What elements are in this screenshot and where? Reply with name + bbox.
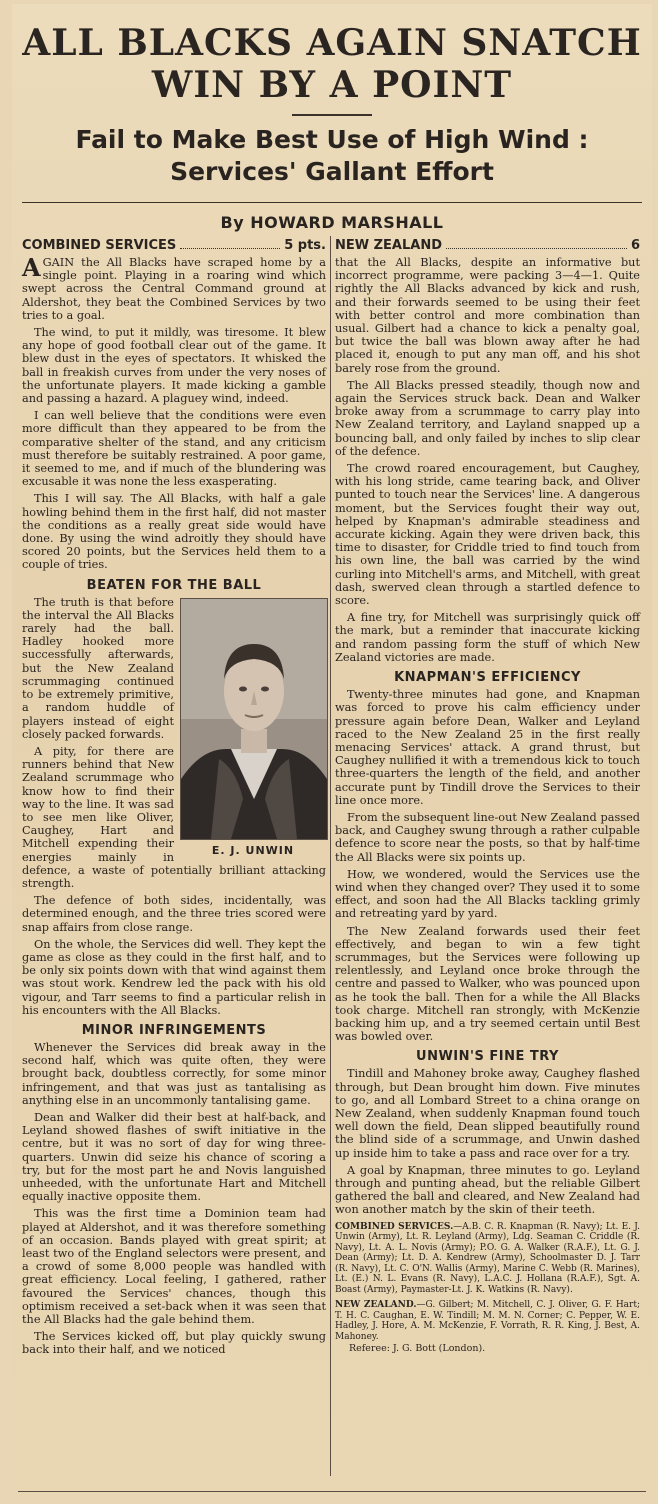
section-heading: BEATEN FOR THE BALL — [86, 577, 262, 593]
paragraph: This I will say. The All Blacks, with half a gale howling behind them in the first half, did not master the conditions as a really great side would have done. By using the wind adroitly they should have scored 20 points, but the Services held them to a couple of tries. — [22, 492, 326, 572]
section-heading: KNAPMAN'S EFFICIENCY — [394, 670, 581, 686]
byline: By HOWARD MARSHALL — [220, 213, 444, 232]
headline — [12, 22, 652, 106]
headline-line-1: ALL BLACKS AGAIN SNATCH — [22, 22, 642, 64]
headline-line-2: WIN BY A POINT — [151, 64, 513, 106]
right-column — [331, 236, 644, 1476]
subhead-divider — [22, 202, 642, 203]
team-list-services: COMBINED SERVICES.—A.B. C. R. Knapman (R. Navy); Lt. E. J. Unwin (Army), Lt. R. Leyland (Army), Ldg. Seaman C. Criddle (R. Navy), Lt. A. L. Novis (Army); P.O. G. A. Walker (R.A.F.), Lt. G. J. Dean (Army); Lt. D. A. Kendrew (Army), Schoolmaster D. J. Tarr (R. Navy), Lt. C. O'N. Wallis (Army), Marine C. Webb (R. Marines), Lt. (E.) N. L. Evans (R. Navy), L.A.C. J. Hollana (R.A.F.), Sgt. A. Boast (Army), Paymaster-Lt. J. K. Watkins (R. Navy). — [335, 1221, 640, 1295]
section-heading: UNWIN'S FINE TRY — [416, 1049, 559, 1065]
drop-cap: A — [22, 253, 41, 282]
paragraph: The New Zealand forwards used their feet effectively, and began to win a few tight scrummages, but the Services were following up relentlessly, and Leyland once broke through the centre and passed to Walker, who was pounced upon as he took the ball. Then for a while the All Blacks took charge. Mitchell ran strongly, with McKenzie backing him up, and a try seemed certain until Best was bowled over. — [335, 924, 640, 1044]
paragraph: A goal by Knapman, three minutes to go. Leyland through and punting ahead, but the reliable Gilbert gathered the ball and cleared, and New Zealand had won another match by the skin of their teeth. — [335, 1163, 640, 1217]
score-right — [335, 238, 640, 253]
referee-line: Referee: J. G. Bott (London). — [349, 1343, 486, 1355]
section-heading: MINOR INFRINGEMENTS — [81, 1022, 267, 1038]
paragraph: From the subsequent line-out New Zealand passed back, and Caughey swung through a rather culpable defence to score near the posts, so that by half-time the All Blacks were six points up. — [335, 810, 640, 864]
paragraph: The truth is that before the interval the All Blacks rarely had the ball. Hadley hooked more successfully afterwards, but the New Zealand scrummaging continued to be extremely primitive, a random huddle of players instead of eight closely packed forwards. — [22, 595, 174, 741]
score-right-team: NEW ZEALAND — [335, 238, 443, 253]
player-photo — [180, 598, 328, 840]
photo-block — [180, 598, 326, 857]
subheadline-line-2: Services' Gallant Effort — [170, 157, 494, 186]
score-left — [22, 238, 326, 253]
paragraph: On the whole, the Services did well. They kept the game as close as they could in the first half, and to be only six points down with that wind against them was stout work. Kendrew led the pack with his old vigour, and Tarr seems to find a particular relish in his encounters with the All Blacks. — [22, 937, 326, 1017]
paragraph: A pity, for there are runners behind that New Zealand scrummage who know how to find their way to the line. It was sad to see men like Oliver, Caughey, Hart and Mitchell expending their energies mainly in defence, a waste of potentially brilliant attacking strength. — [22, 744, 326, 890]
paragraph: A fine try, for Mitchell was surprisingly quick off the mark, but a reminder that inaccurate kicking and random passing form the stuff of which New Zealand victories are made. — [335, 611, 640, 664]
subheadline — [20, 124, 644, 188]
bottom-rule — [18, 1491, 646, 1492]
paragraph: How, we wondered, would the Services use the wind when they changed over? They used it to some effect, and soon had the All Blacks tackling grimly and retreating yard by yard. — [335, 867, 640, 921]
team-list-new-zealand: NEW ZEALAND.—G. Gilbert; M. Mitchell, C. J. Oliver, G. F. Hart; T. H. C. Caughan, E. W. Tindill; M. M. N. Corner; C. Pepper, W. E. Hadley, J. Hore, A. M. McKenzie, F. Vorrath, R. R. King, J. Best, A. Mahoney. — [335, 1300, 640, 1342]
article-columns — [18, 236, 646, 1476]
paragraph: Dean and Walker did their best at half-back, and Leyland showed flashes of swift initiative in the centre, but it was no sort of day for wing three-quarters. Unwin did seize his chance of scoring a try, but for the most part he and Novis languished unheeded, with the unfortunate Hart and Mitchell equally inactive opposite them. — [22, 1110, 326, 1204]
paragraph: Whenever the Services did break away in the second half, which was quite often, they were brought back, doubtless correctly, for some minor infringement, and that was just as tantalising as anything else in an uncommonly tantalising game. — [22, 1040, 326, 1107]
paragraph: AGAIN the All Blacks have scraped home by a single point. Playing in a roaring wind which swept across the Central Command ground at Aldershot, they beat the Combined Services by two tries to a goal. — [22, 253, 326, 322]
score-right-points: 6 — [630, 238, 640, 253]
subheadline-line-1: Fail to Make Best Use of High Wind : — [75, 125, 589, 154]
score-left-points: 5 pts. — [284, 238, 326, 253]
paragraph: Twenty-three minutes had gone, and Knapman was forced to prove his calm efficiency under pressure again before Dean, Walker and Leyland raced to the New Zealand 25 in the first really menacing Services' attack. A grand thrust, but Caughey nullified it with a tremendous kick to touch three-quarters the length of the field, and another accurate punt by Tindill drove the Services to their line once more. — [335, 688, 640, 807]
paragraph: The Services kicked off, but play quickly swung back into their half, and we noticed — [22, 1330, 326, 1357]
paragraph: Tindill and Mahoney broke away, Caughey flashed through, but Dean brought him down. Five minutes to go, and all Lombard Street to a china orange on New Zealand, when suddenly Knapman found touch well down the field, Dean slipped beautifully round the blind side of a scrummage, and Unwin dashed up inside him to take a pass and race over for a try. — [335, 1067, 640, 1160]
paragraph: The crowd roared encouragement, but Caughey, with his long stride, came tearing back, and Oliver punted to touch near the Services' line. A dangerous moment, but the Services fought their way out, helped by Knapman's admirable steadiness and accurate kicking. Again they were driven back, this time to disaster, for Criddle tried to find touch from his own line, the ball was carried by the wind curling into Mitchell's arms, and Mitchell, with great dash, swerved clean through a startled defence to score. — [335, 462, 640, 608]
paragraph: The All Blacks pressed steadily, though now and again the Services struck back. Dean and Walker broke away from a scrummage to carry play into New Zealand territory, and Layland snapped up a bouncing ball, and only failed by inches to slip clear of the defence. — [335, 378, 640, 458]
headline-divider — [292, 114, 372, 116]
score-left-team: COMBINED SERVICES — [22, 238, 177, 253]
paragraph: I can well believe that the conditions were even more difficult than they appeared to be from the comparative shelter of the stand, and any criticism must therefore be suitably restrained. A poor game, it seemed to me, and if much of the blundering was excusable it was none the less exasperating. — [22, 409, 326, 489]
paragraph: This was the first time a Dominion team had played at Aldershot, and it was therefore something of an occasion. Bands played with great spirit; at least two of the England selectors were present, and a crowd of some 8,000 people was handled with great efficiency. Local feeling, I gathered, rather favoured the Services' chances, though this optimism received a set-back when it was seen that the All Blacks had the gale behind them. — [22, 1207, 326, 1327]
photo-caption: E. J. UNWIN — [211, 843, 295, 857]
paragraph: that the All Blacks, despite an informative but incorrect programme, were packing 3—4—1. Quite rightly the All Blacks advanced by kick and rush, and their forwards seemed to be using their feet with better control and more combination than usual. Gilbert had a chance to kick a penalty goal, but twice the ball was blown away after he had placed it, enough to put any man off, and his shot barely rose from the ground. — [335, 256, 640, 375]
paragraph: The wind, to put it mildly, was tiresome. It blew any hope of good football clear out of the game. It blew dust in the eyes of spectators. It whisked the ball in freakish curves from under the very noses of the unfortunate players. It made kicking a gamble and passing a hazard. A plaguey wind, indeed. — [22, 326, 326, 406]
left-column — [18, 236, 331, 1476]
portrait-image — [181, 599, 327, 839]
newspaper-clipping — [12, 4, 652, 1494]
paragraph: The defence of both sides, incidentally, was determined enough, and the three tries scored were snap affairs from close range. — [22, 894, 326, 934]
